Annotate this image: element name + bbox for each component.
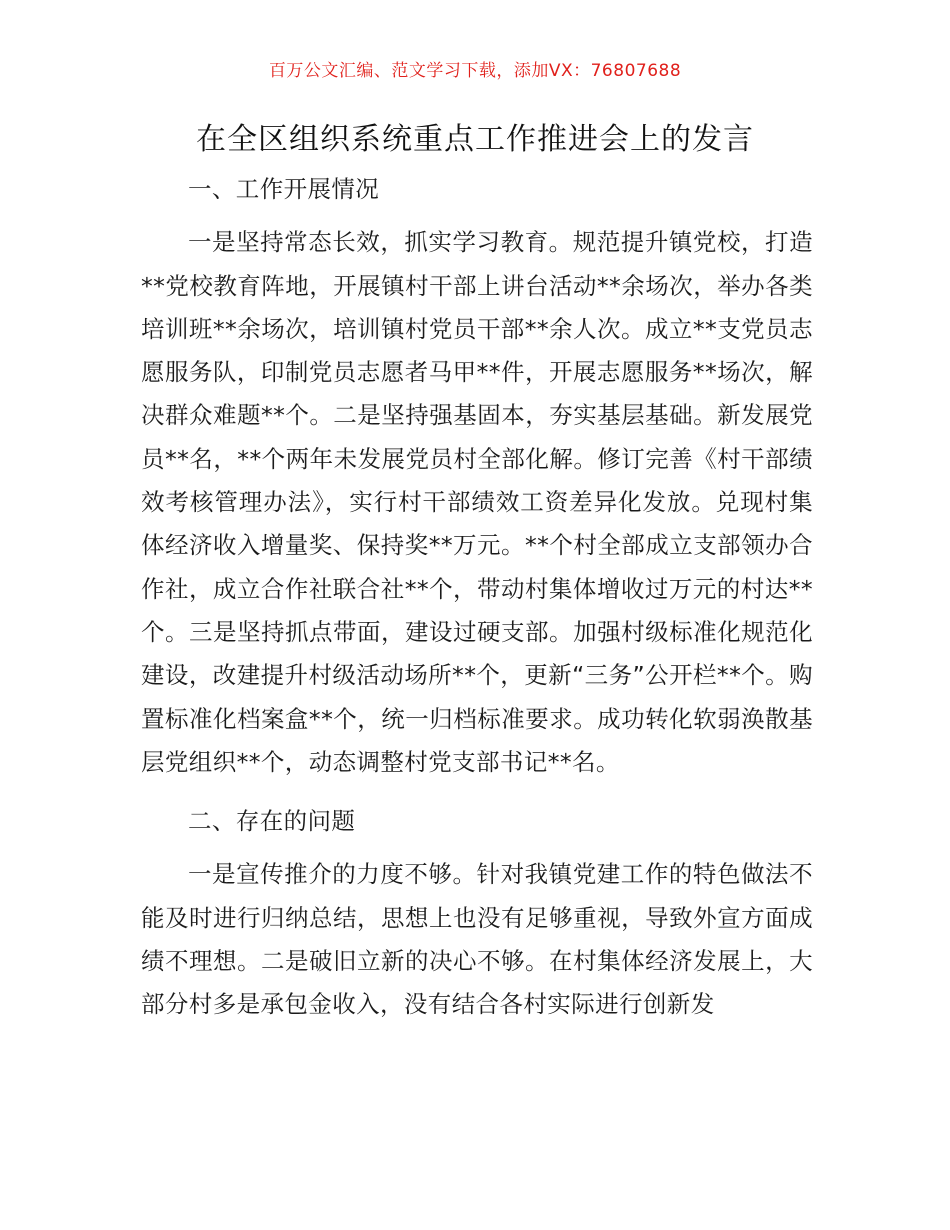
section-paragraph-2: 一是宣传推介的力度不够。针对我镇党建工作的特色做法不能及时进行归纳总结，思想上也没有足够重视，导致外宣方面成绩不理想。二是破旧立新的决心不够。在村集体经济发展上，大部分村多是承包金收入，没有结合各村实际进行创新发 <box>141 860 813 1019</box>
section-heading-2: 二、存在的问题 <box>188 807 356 836</box>
header-note: 百万公文汇编、范文学习下载，添加VX：76807688 <box>268 61 682 81</box>
section-paragraph-1: 一是坚持常态长效，抓实学习教育。规范提升镇党校，打造**党校教育阵地，开展镇村干部上讲台活动**余场次，举办各类培训班**余场次，培训镇村党员干部**余人次。成立**支党员志愿服务队，印制党员志愿者马甲**件，开展志愿服务**场次，解决群众难题**个。二是坚持强基固本，夯实基层基础。新发展党员**名，**个两年未发展党员村全部化解。修订完善《村干部绩效考核管理办法》，实行村干部绩效工资差异化发放。兑现村集体经济收入增量奖、保持奖**万元。**个村全部成立支部领办合作社，成立合作社联合社**个，带动村集体增收过万元的村达**个。三是坚持抓点带面，建设过硬支部。加强村级标准化规范化建设，改建提升村级活动场所**个，更新“三务”公开栏**个。购置标准化档案盒**个，统一归档标准要求。成功转化软弱涣散基层党组织**个，动态调整村党支部书记**名。 <box>141 228 813 776</box>
document-title: 在全区组织系统重点工作推进会上的发言 <box>196 122 754 157</box>
document-body <box>141 168 813 1027</box>
section-heading-1: 一、工作开展情况 <box>188 175 380 203</box>
